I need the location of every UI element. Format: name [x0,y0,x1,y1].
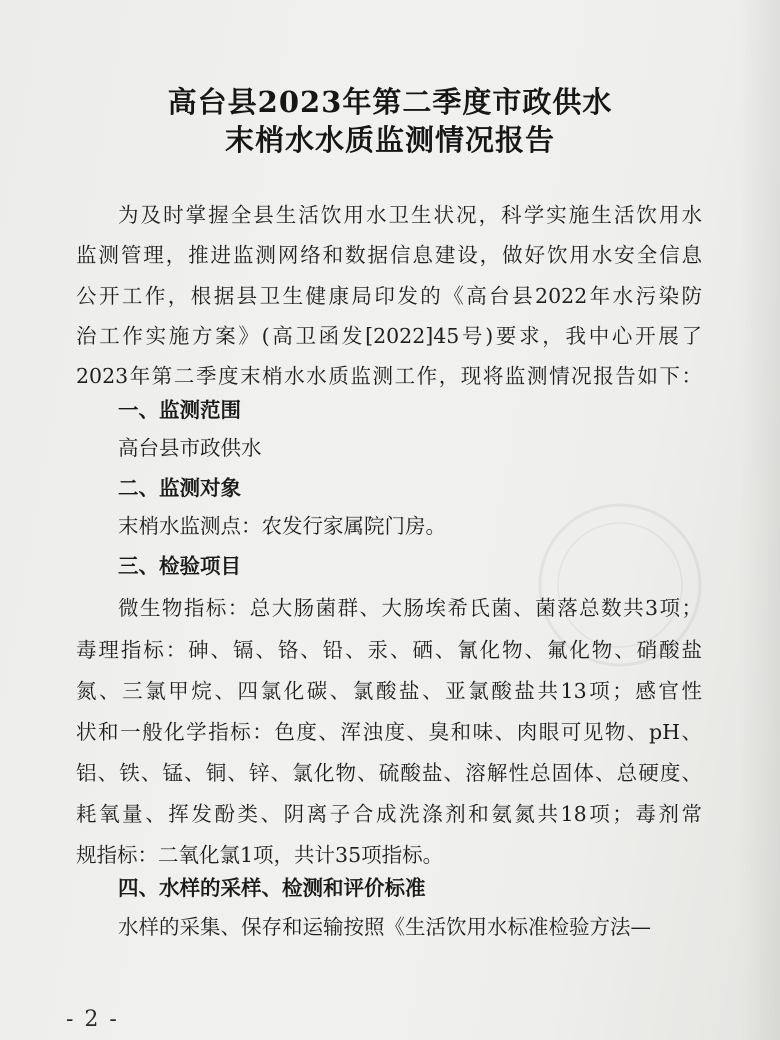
section-2-text: 末梢水监测点：农发行家属院门房。 [118,514,446,538]
section-3-line-7: 规指标：二氧化氯1项，共计35项指标。 [76,843,444,867]
section-4-heading: 四、水样的采样、检测和评价标准 [118,876,426,900]
intro-line-4: 治工作实施方案》(高卫函发[2022]45号)要求，我中心开展了 [76,324,702,348]
section-3-line-1: 微生物指标：总大肠菌群、大肠埃希氏菌、菌落总数共3项； [118,596,702,620]
intro-line-3: 公开工作，根据县卫生健康局印发的《高台县2022年水污染防 [76,284,702,308]
intro-line-1: 为及时掌握全县生活饮用水卫生状况，科学实施生活饮用水 [118,203,702,227]
section-2-heading: 二、监测对象 [118,476,241,500]
section-1-text: 高台县市政供水 [118,436,262,460]
section-3-line-2: 毒理指标：砷、镉、铬、铅、汞、硒、氰化物、氟化物、硝酸盐 [76,638,702,662]
section-4-line-1: 水样的采集、保存和运输按照《生活饮用水标准检验方法— [118,915,651,939]
section-3-line-5: 铝、铁、锰、铜、锌、氯化物、硫酸盐、溶解性总固体、总硬度、 [76,761,702,785]
intro-line-2: 监测管理，推进监测网络和数据信息建设，做好饮用水安全信息 [76,243,702,267]
section-1-heading: 一、监测范围 [118,398,241,422]
document-title-line-2: 末梢水水质监测情况报告 [224,123,555,157]
section-3-line-6: 耗氧量、挥发酚类、阴离子合成洗涤剂和氨氮共18项；毒剂常 [76,802,702,826]
page-number: - 2 - [66,1007,119,1032]
section-3-line-3: 氮、三氯甲烷、四氯化碳、氯酸盐、亚氯酸盐共13项；感官性 [76,679,702,703]
section-3-line-4: 状和一般化学指标：色度、浑浊度、臭和味、肉眼可见物、pH、 [76,720,702,744]
intro-line-5: 2023年第二季度末梢水水质监测工作，现将监测情况报告如下： [76,364,702,388]
section-3-heading: 三、检验项目 [118,554,241,578]
document-title-line-1: 高台县2023年第二季度市政供水 [167,85,613,119]
